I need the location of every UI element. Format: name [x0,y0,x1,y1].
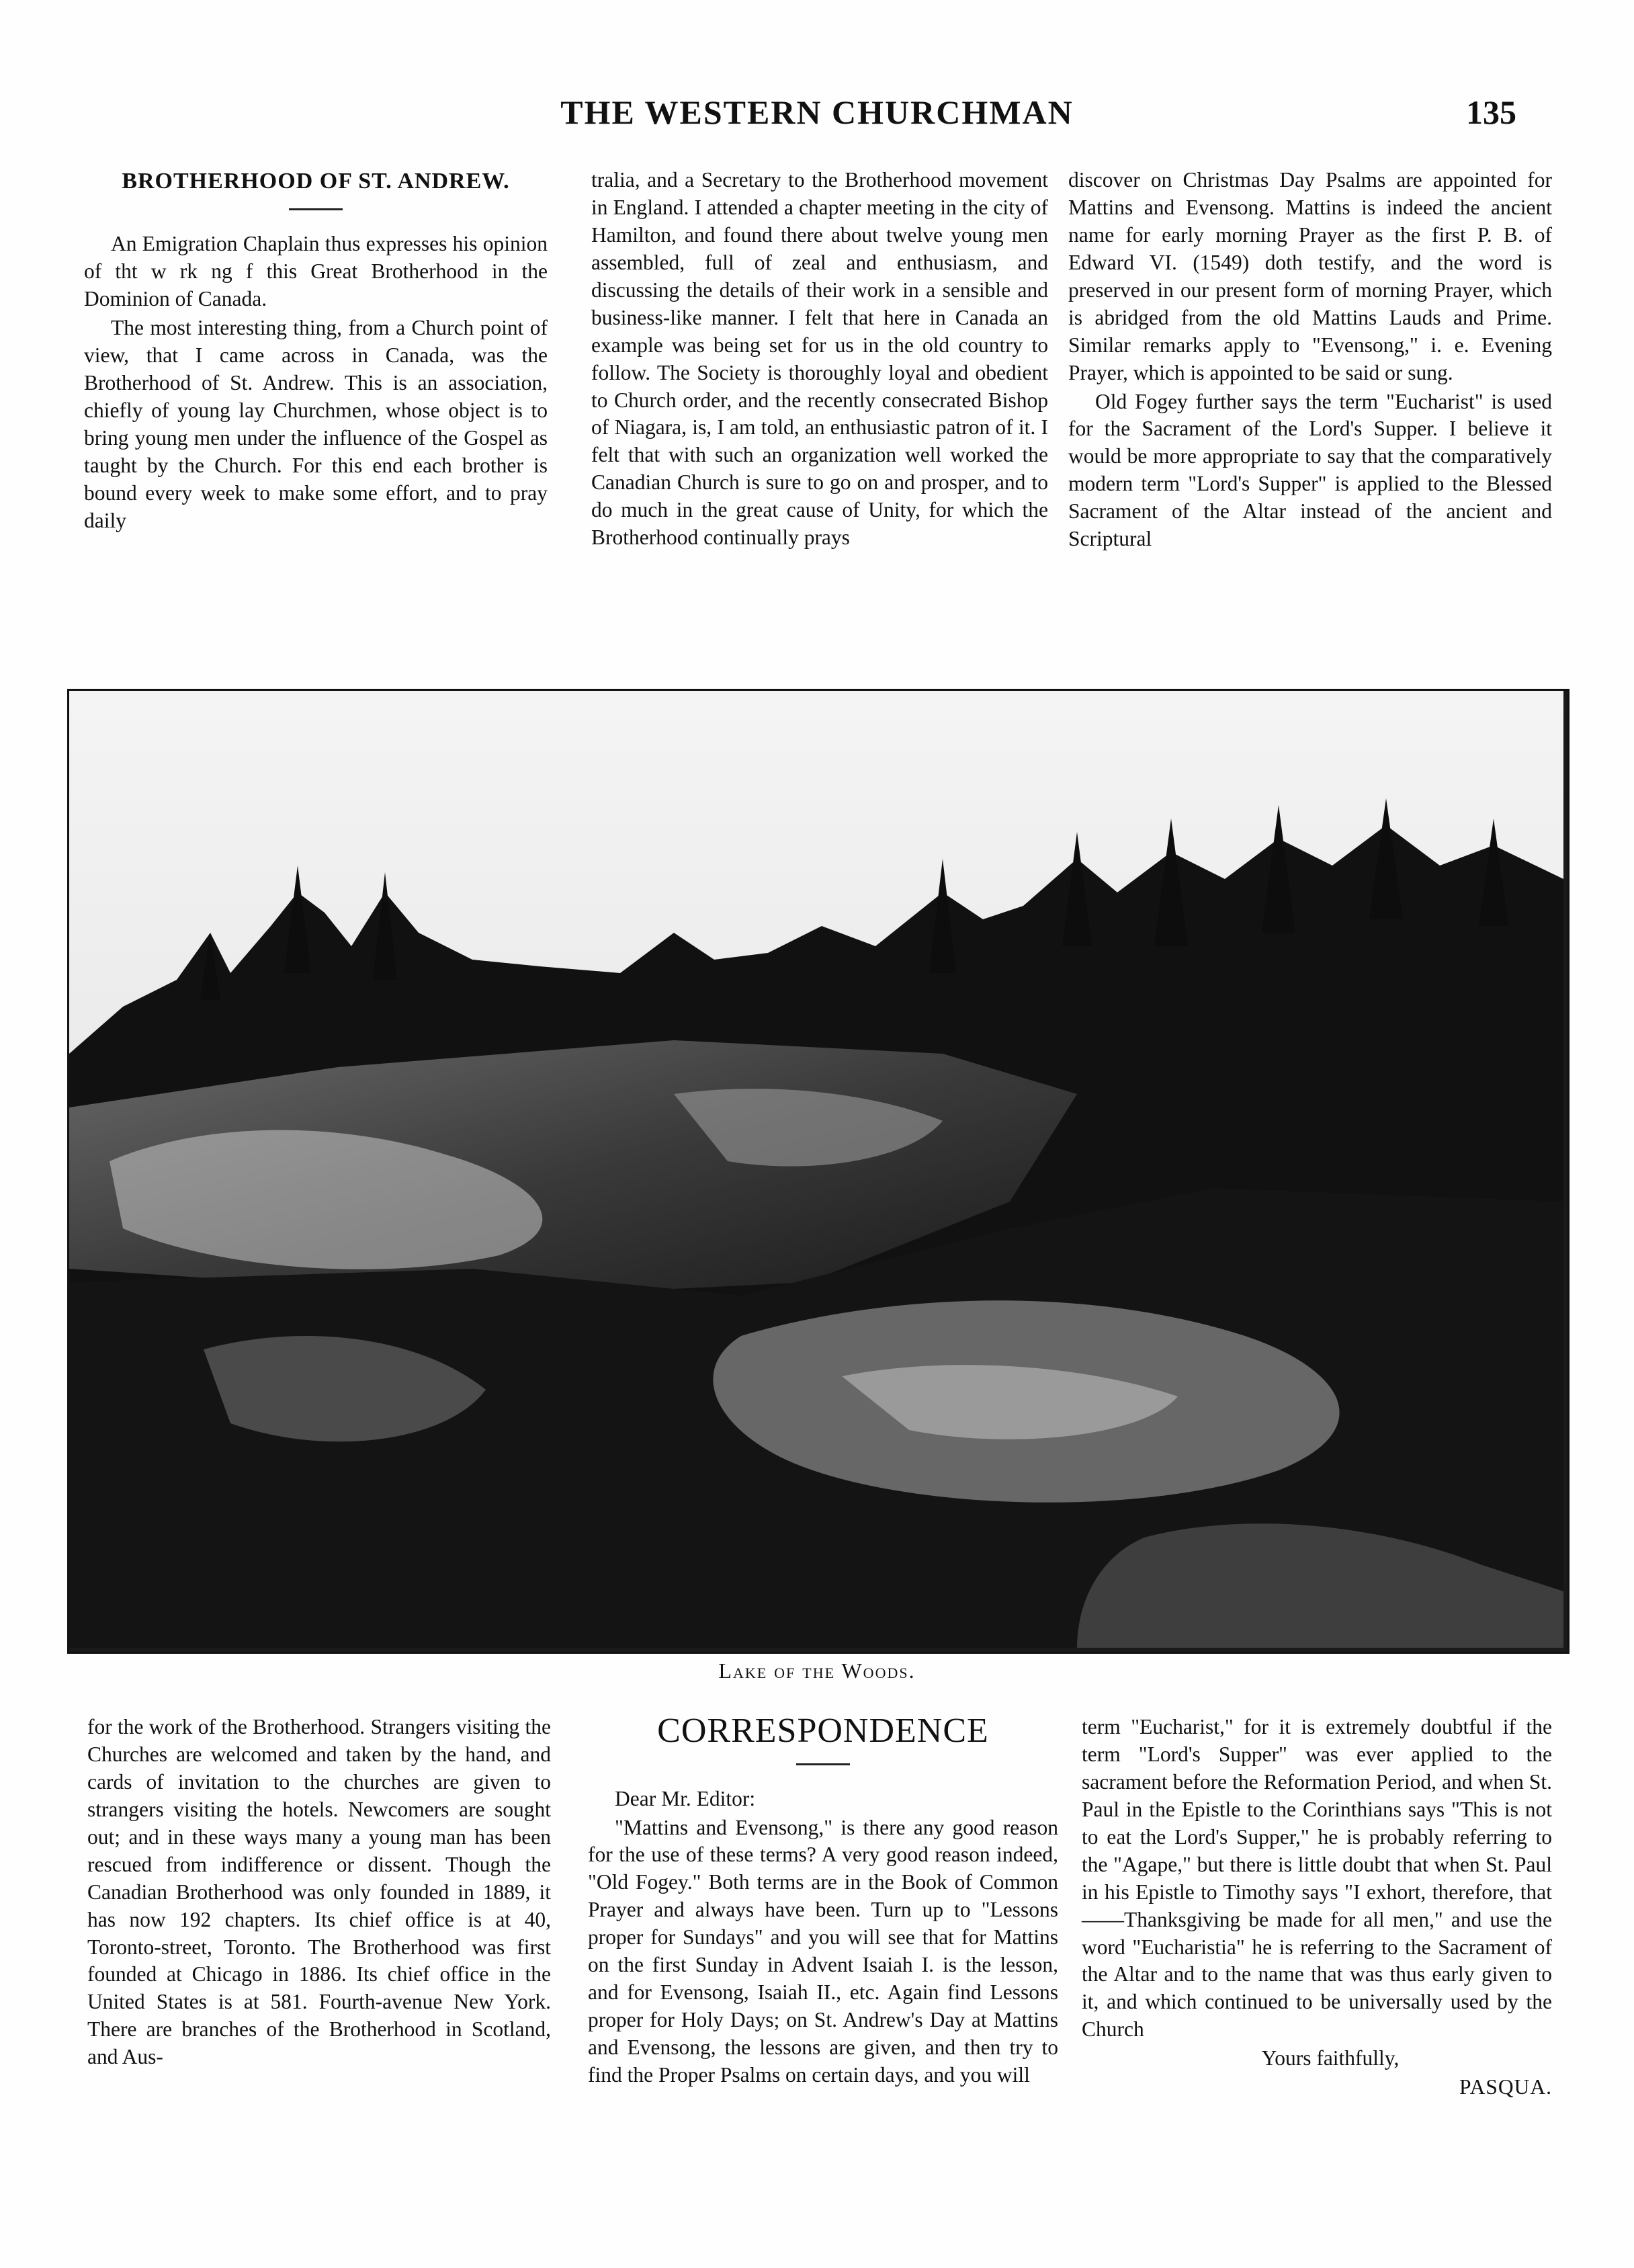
heading-rule [796,1763,850,1765]
paragraph: Old Fogey further says the term "Eucharist" is used for the Sacrament of the Lord's Supper. I believe it would be more appropriate to say that the comparatively modern term "Lord's Supper" is applied to the Blessed Sacrament of the Altar instead of the ancient and Scriptural [1068,389,1552,551]
salutation: Dear Mr. Editor: [615,1786,756,1810]
brotherhood-column-2 [591,167,1048,677]
signoff: Yours faithfully, [1261,2046,1400,2070]
heading-rule [289,208,343,210]
brotherhood-column-1 [84,167,548,677]
section-heading: BROTHERHOOD OF ST. ANDREW. [122,169,510,194]
photo-caption: Lake of the Woods. [718,1658,916,1683]
paragraph: for the work of the Brotherhood. Strangers visiting the Churches are welcomed and taken by the hand, and cards of invitation to the churches are given to strangers visiting the hotels. Newcomers are sought out; and in these ways many a young man has been rescued from indifference or dissent. Though the Canadian Brotherhood was only founded in 1889, it has now 192 chapters. Its chief office is at 40, Toronto-street, Toronto. The Brotherhood was first founded at Chicago in 1886. Its chief office in the United States is at 581. Fourth-avenue New York. There are branches of the Brotherhood in Scotland, and Aus- [87,1715,551,2069]
signature: PASQUA. [1459,2075,1552,2099]
running-title: THE WESTERN CHURCHMAN [560,93,1074,131]
lake-photograph [67,689,1570,1654]
paragraph: "Mattins and Evensong," is there any good reason for the use of these terms? A very good reason indeed, "Old Fogey." Both terms are in the Book of Common Prayer and always have been. Turn up to "Lessons proper for Sundays" and you will see that for Mattins on the first Sunday in Advent Isaiah I. is the lesson, and for Evensong, Isaiah II., etc. Again find Lessons proper for Holy Days; on St. Andrew's Day at Mattins and Evensong, the lessons are given, and then try to find the Proper Psalms on certain days, and you will [588,1815,1058,2087]
paragraph: An Emigration Chaplain thus expresses his opinion of tht w rk ng f this Great Brotherhood in the Dominion of Canada. [84,232,548,311]
letter-continuation-column [1068,167,1552,677]
paragraph: discover on Christmas Day Psalms are appointed for Mattins and Evensong. Mattins is indeed the ancient name for early morning Prayer as the first P. B. of Edward VI. (1549) doth testify, and the word is preserved in our present form of morning Prayer, which is abridged from the old Mattins Lauds and Prime. Similar remarks apply to "Evensong," i. e. Evening Prayer, which is appointed to be said or sung. [1068,168,1552,384]
correspondence-continuation-column [1082,1714,1552,2251]
brotherhood-continuation-column [87,1714,551,2251]
correspondence-column [588,1714,1058,2251]
correspondence-heading: CORRESPONDENCE [657,1712,989,1750]
paragraph: The most interesting thing, from a Church point of view, that I came across in Canada, was the Brotherhood of St. Andrew. This is an association, chiefly of young lay Churchmen, whose object is to bring young men under the influence of the Gospel as taught by the Church. For this end each brother is bound every week to make some effort, and to pray daily [84,316,548,532]
paragraph: term "Eucharist," for it is extremely doubtful if the term "Lord's Supper" was ever applied to the sacrament before the Reformation Period, and when St. Paul in the Epistle to the Corinthians says "This is not to eat the Lord's Supper," he is probably referring to the "Agape," but there is little doubt that when St. Paul in his Epistle to Timothy says "I exhort, therefore, that——Thanksgiving be made for all men," and use the word "Eucharistia" he is referring to the Sacrament of the Altar and to the name that was thus early given to it, and which continued to be universally used by the Church [1082,1715,1552,2042]
page-number: 135 [1466,93,1516,131]
paragraph: tralia, and a Secretary to the Brotherhood movement in England. I attended a chapter meeting in the city of Hamilton, and found there about twelve young men assembled, full of zeal and enthusiasm, and discussing the details of their work in a sensible and business-like manner. I felt that here in Canada an example was being set for us in the old country to follow. The Society is thoroughly loyal and obedient to Church order, and the recently consecrated Bishop of Niagara, is, I am told, an enthusiastic patron of it. I felt that with such an organization well worked the Canadian Church is sure to go on and prosper, and to do much in the great cause of Unity, for which the Brotherhood continually prays [591,168,1048,550]
